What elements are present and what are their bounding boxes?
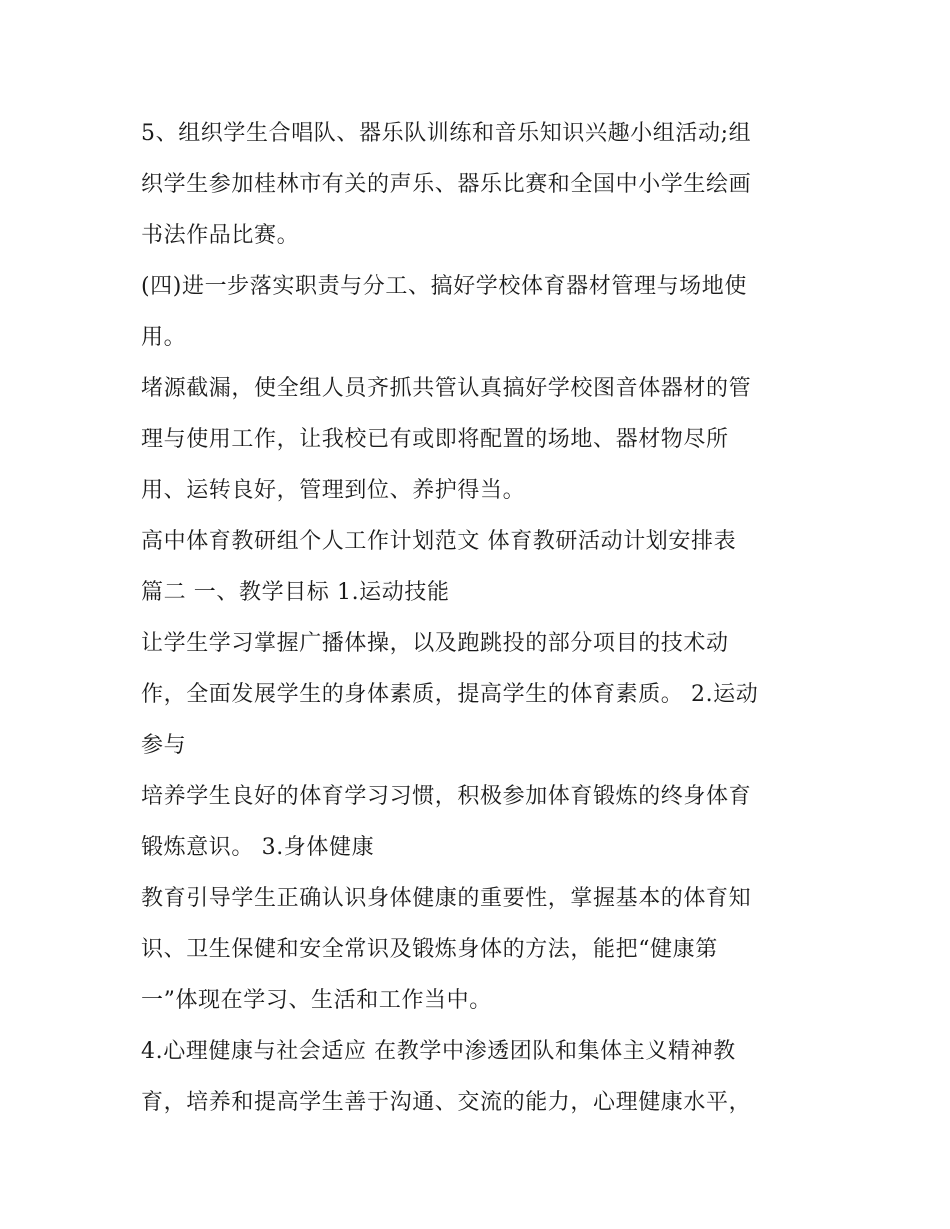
text-line: 篇二 一、教学目标 1.运动技能 (141, 580, 450, 605)
text-line: 堵源截漏，使全组人员齐抓共管认真搞好学校图音体器材的管 (141, 376, 752, 401)
text-line: 4.心理健康与社会适应 在教学中渗透团队和集体主义精神教 (141, 1039, 736, 1064)
document-body (141, 108, 821, 1128)
text-line: (四)进一步落实职责与分工、搞好学校体育器材管理与场地使 (141, 274, 747, 299)
text-line: 织学生参加桂林市有关的声乐、器乐比赛和全国中小学生绘画 (141, 172, 752, 197)
text-line: 参与 (141, 733, 187, 758)
text-line: 作，全面发展学生的身体素质，提高学生的体育素质。 2.运动 (141, 682, 759, 707)
text-line: 教育引导学生正确认识身体健康的重要性，掌握基本的体育知 (141, 886, 752, 911)
text-line: 5、组织学生合唱队、器乐队训练和音乐知识兴趣小组活动;组 (141, 121, 752, 146)
text-line: 用。 (141, 325, 187, 350)
text-line: 让学生学习掌握广播体操，以及跑跳投的部分项目的技术动 (141, 631, 729, 656)
text-line: 书法作品比赛。 (141, 223, 300, 248)
text-line: 用、运转良好，管理到位、养护得当。 (141, 478, 526, 503)
text-line: 培养学生良好的体育学习习惯，积极参加体育锻炼的终身体育 (141, 784, 752, 809)
text-line: 锻炼意识。 3.身体健康 (141, 835, 375, 860)
text-line: 一”体现在学习、生活和工作当中。 (141, 988, 492, 1013)
text-line: 识、卫生保健和安全常识及锻炼身体的方法，能把“健康第 (141, 937, 718, 962)
text-line: 高中体育教研组个人工作计划范文 体育教研活动计划安排表 (141, 529, 737, 554)
text-line: 育，培养和提高学生善于沟通、交流的能力，心理健康水平， (141, 1090, 752, 1115)
text-line: 理与使用工作，让我校已有或即将配置的场地、器材物尽所 (141, 427, 729, 452)
